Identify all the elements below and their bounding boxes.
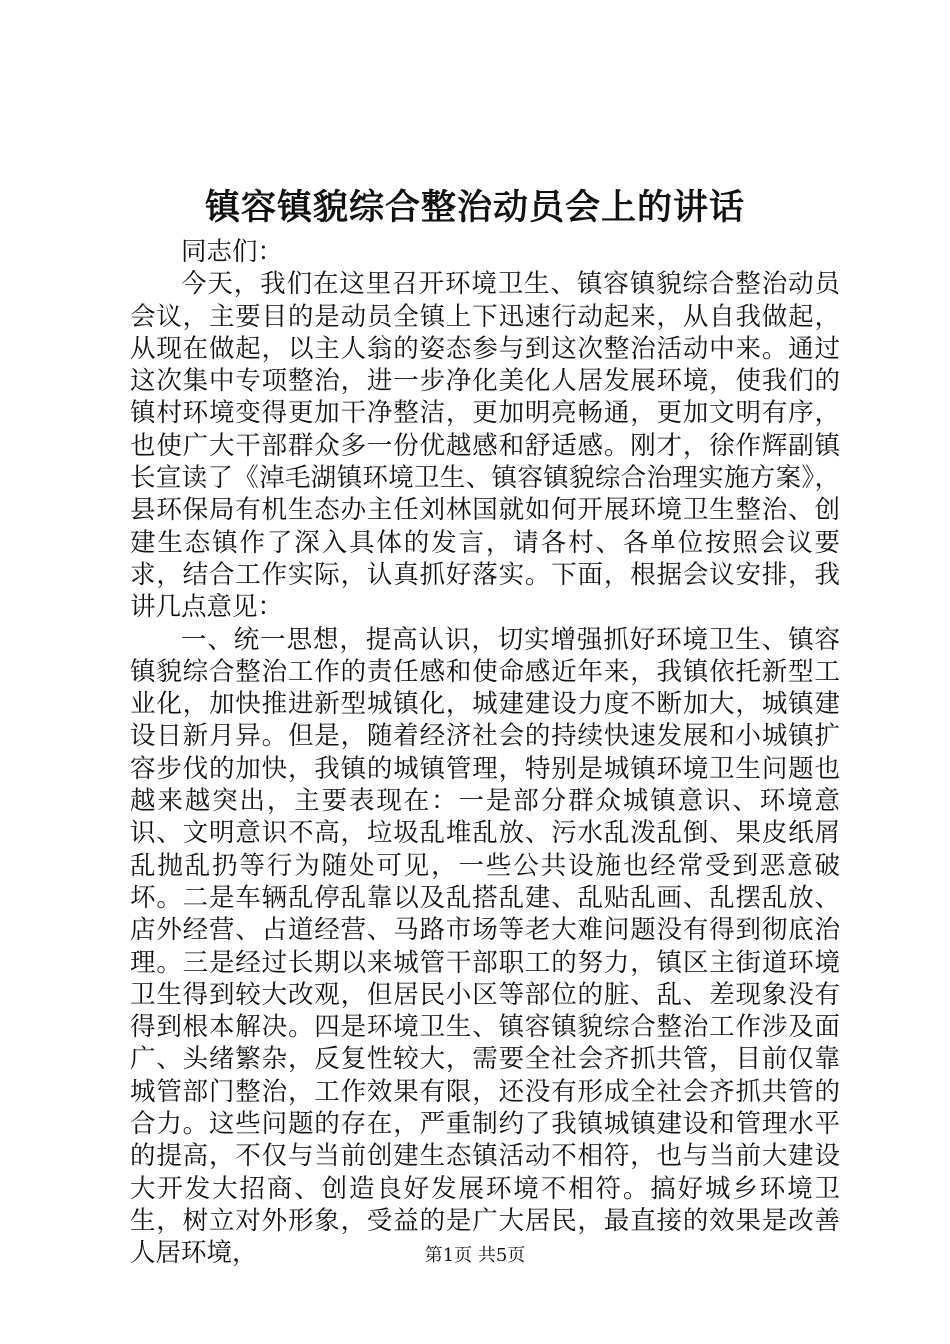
document-title: 镇容镇貌综合整治动员会上的讲话 [204, 187, 745, 228]
document-body [130, 236, 840, 1270]
body-paragraph-intro: 今天，我们在这里召开环境卫生、镇容镇貌综合整治动员会议，主要目的是动员全镇上下迅速行动起来，从自我做起，从现在做起，以主人翁的姿态参与到这次整治活动中来。通过这次集中专项整治，进一步净化美化人居发展环境，使我们的镇村环境变得更加干净整洁，更加明亮畅通，更加文明有序，也使广大干部群众多一份优越感和舒适感。刚才，徐作辉副镇长宣读了《淖毛湖镇环境卫生、镇容镇貌综合治理实施方案》，县环保局有机生态办主任刘林国就如何开展环境卫生整治、创建生态镇作了深入具体的发言，请各村、各单位按照会议要求，结合工作实际，认真抓好落实。下面，根据会议安排，我讲几点意见： [130, 269, 840, 623]
body-paragraph-section-one: 一、统一思想，提高认识，切实增强抓好环境卫生、镇容镇貌综合整治工作的责任感和使命感近年来，我镇依托新型工业化，加快推进新型城镇化，城建建设力度不断加大，城镇建设日新月异。但是，随着经济社会的持续快速发展和小城镇扩容步伐的加快，我镇的城镇管理，特别是城镇环境卫生问题也越来越突出，主要表现在：一是部分群众城镇意识、环境意识、文明意识不高，垃圾乱堆乱放、污水乱泼乱倒、果皮纸屑乱抛乱扔等行为随处可见，一些公共设施也经常受到恶意破坏。二是车辆乱停乱靠以及乱搭乱建、乱贴乱画、乱摆乱放、店外经营、占道经营、马路市场等老大难问题没有得到彻底治理。三是经过长期以来城管干部职工的努力，镇区主街道环境卫生得到较大改观，但居民小区等部位的脏、乱、差现象没有得到根本解决。四是环境卫生、镇容镇貌综合整治工作涉及面广、头绪繁杂，反复性较大，需要全社会齐抓共管，目前仅靠城管部门整治，工作效果有限，还没有形成全社会齐抓共管的合力。这些问题的存在，严重制约了我镇城镇建设和管理水平的提高，不仅与当前创建生态镇活动不相符，也与当前大建设大开发大招商、创造良好发展环境不相符。搞好城乡环境卫生，树立对外形象，受益的是广大居民，最直接的效果是改善人居环境， [130, 624, 840, 1269]
salutation-paragraph: 同志们： [181, 237, 284, 267]
page-footer: 第1页 共5页 [424, 1245, 526, 1266]
